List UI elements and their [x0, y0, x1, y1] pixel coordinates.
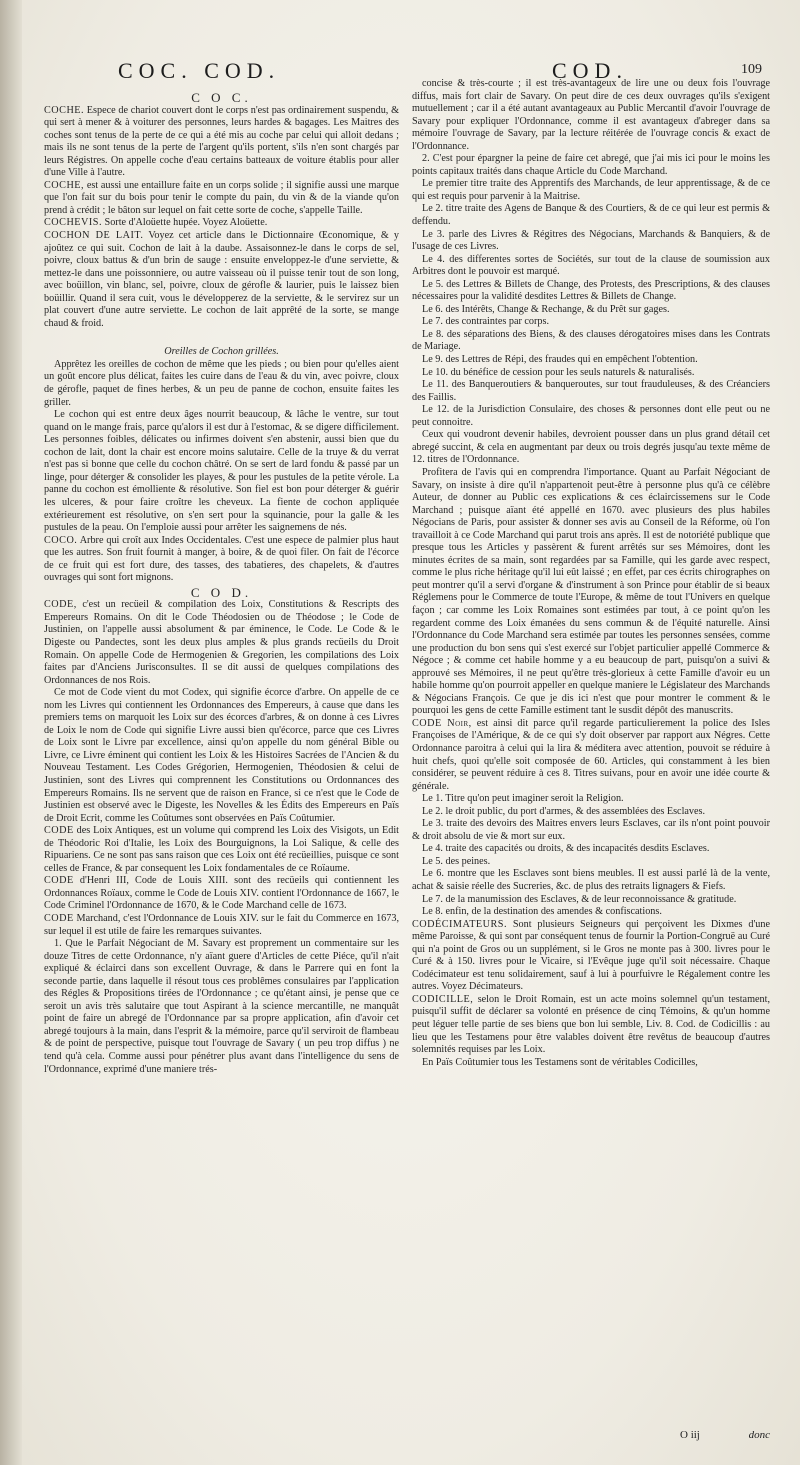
- binding-gutter: [0, 0, 22, 1465]
- paragraph-titre-1: Le premier titre traite des Apprentifs des Marchands, de leur apprentissage, & de ce qui est requis pour parvenir à la Maitrise.: [412, 178, 770, 202]
- entry-code-loix-antiques: CODE des Loix Antiques, est un volume qui comprend les Loix des Visigots, un Edit de Théodoric Roi d'Italie, les Loix des Bourguignons, la Loi Salique, & celle des Ripuariens. Ce ne sont pas sans raison que ces Loix ont été recüeillies, puisque ce sont celles de France, & par consequent les Loix fondamentales de ce Roïaume.: [44, 825, 399, 874]
- paragraph-2: 2. C'est pour épargner la peine de faire cet abregé, que j'ai mis ici pour le moins les points capitaux traités dans chaque Article du Code Marchand.: [412, 153, 770, 177]
- entry-cochevis: COCHEVIS. Sorte d'Aloüette hupée. Voyez Aloüette.: [44, 217, 268, 229]
- right-column: [412, 78, 770, 1069]
- paragraph-codex: Ce mot de Code vient du mot Codex, qui signifie écorce d'arbre. On appelle de ce nom les Livres qui contiennent les Ordonnances des Empereurs, à cause que dans les premiers tems on marquoit les Loix sur des écorces d'arbres, & on donne à ces Livres de Loix le nom de Code qui signifie Livre aussi bien qu'écorce, parce que ces Livres de Loix sont le Livre par excellence, ainsi qu'on appelle du nom général Bible ou Livre, ce Livre éminent qui contient les Loix & les Histoires Sacrées de l'Ancien & du Nouveau Testament. Les Codes Grégorien, Hermogenien, Théodosien & celui de Justinien, sont des Livres qui comprennent les Constitutions ou Ordonnances des Empereurs Romains. Ils ne servent que de raison en France, si ce n'est que le Code de Justinien est observé avec le Digeste, les Novelles & les Édits des Empereurs en Païs de Droit Ecrit, comme les Coûtumes sont observées en Païs Coûtumier.: [44, 687, 399, 824]
- section-heading-coc: C O C.: [191, 90, 252, 105]
- paragraph-pais-coutumier: En Païs Coûtumier tous les Testamens sont de véritables Codicilles,: [422, 1056, 698, 1068]
- paragraph-profitera: Profitera de l'avis qui en comprendra l'importance. Quant au Parfait Négociant de Savary, on insiste à dire qu'il n'appartenoit peut-être à personne plus qu'à ce célèbre Auteur, de donner au Public ces explications & ces éclaircissemens sur le Code Marchand ; puisque aïant été appellé en 1670. avec plusieurs des plus habiles Négocians de Paris, pour assister & donner ses avis au Conseil de la Réforme, où l'on travailloit à ce Code Marchand qui parut trois ans après. Il est de notoriété publique que presque tous les Articles y passèrent & furent arrêtés sur ses Mémoires, dont les minutes écrites de sa main, sont regardées par sa Famille, qui les garde avec respect, comme le plus riche héritage qu'il lui eût laissé ; en effet, par ces écrits chirographes on peut montrer qu'il a servi d'organe & d'instrument à son Prince pour établir de si beaux Réglemens pour le Commerce de toute l'Europe, & même de tout l'Univers en quelque façon ; car comme les Loix Romaines sont estimées par tout, à ce point qu'on les regardent comme des Loix émanées du sens commun & de l'équité naturelle. Ainsi l'Ordonnance du Code Marchand sera estimée par toutes les personnes sensées, comme une production du bon sens qui s'est exercé sur l'objet particulier appellé Commerce & Négoce ; & comme cet habile homme y a eu beaucoup de part, puisqu'on a suivi & approuvé ses Mémoires, il ne peut qu'être très-glorieux à cette Famille d'avoir eu un habile homme qu'on pourroit appeller en quelque maniere le Législateur des Marchands & Négocians François. Ce que je dis ici n'est que pour montrer le comment & le pourquoi les gens de cette Famille estiment tant le susdit dépôt des manuscrits.: [412, 466, 770, 717]
- code-noir-title-4: Le 4. traite des capacités ou droits, & des incapacités desdits Esclaves.: [422, 843, 710, 855]
- entry-codecimateurs: CODÉCIMATEURS. Sont plusieurs Seigneurs qui perçoivent les Dixmes d'une même Paroisse, & qui sont par conséquent tenus de fournir la Portion-Congruë au Curé qui n'a point de Gros ou un supplément, si le Gros ne monte pas à 300. livres pour le Curé & à 150. livres pour le Vicaire, si l'Evêque juge qu'il soit nécessaire. Chaque Codécimateur est tenu solidairement, sauf à lui à pourfuivre le Régalement contre les autres. Voyez Décimateurs.: [412, 918, 770, 993]
- paragraph-titre-11: Le 11. des Banqueroutiers & banqueroutes, sur tout frauduleuses, & des Créanciers des Faillis.: [412, 379, 770, 403]
- catchword: donc: [748, 1429, 770, 1441]
- subheading-oreilles: Oreilles de Cochon grillées.: [164, 346, 279, 358]
- paragraph-savary: 1. Que le Parfait Négociant de M. Savary est proprement un commentaire sur les douze Titres de cette Ordonnance, n'y aïant guere d'Articles de cette Piéce, qu'il n'ait expliqué & éclairci dans son excellent Ouvrage, & dans le Parrere qui en font la seconde partie, dans laquelle il résout tous ces problêmes consulaires par l'application des Régles & Propositions tirées de l'Ordonnance ; ce qu'étant ainsi, je pense que ce seroit un avis très salutaire que tout Aspirant à la science mercantille, ne manquât point de faire un abregé de l'Ordonnance par sa propre application, afin d'avoir cet abregé toujours à la main, dans l'esprit & la mémoire, parce qu'il serviroit de flambeau & de point de perspective, puisque tout l'ouvrage de Savary ( un peu trop diffus ) ne tend qu'à cela. Comme aussi pour pénétrer plus avant dans l'intelligence du sens de l'Ordonnance, exprimé d'une maniere trés-: [44, 938, 399, 1075]
- paragraph-titre-9: Le 9. des Lettres de Répi, des fraudes qui en empêchent l'obtention.: [422, 354, 698, 366]
- paragraph-habiles: Ceux qui voudront devenir habiles, devroient pousser dans un plus grand détail cet abregé succint, & cela en augmentant par deux ou trois degrés jusqu'au texte même de 12. titres de l'Ordonnance.: [412, 429, 770, 466]
- paragraph-concise: concise & très-courte ; il est très-avantageux de lire une ou deux fois l'ouvrage diffus, mais fort clair de Savary. On peut dire de ces deux ouvrages qu'ils s'exigent mutuellement ; car il a été autant avantageaux au Public Mercantil d'avoir l'ouvrage de Savary pour expliquer l'Ordonnance, comme il est avantageux d'abreger dans sa mémoire l'ouvrage de Savary, par la lecture réitérée de l'ouvrage concis & exact de l'Ordonnance.: [412, 78, 770, 152]
- entry-code-noir: CODE Noir, est ainsi dit parce qu'il regarde particulierement la police des Isles Françoises de l'Amérique, & de ce qui s'y doit observer par rapport aux Négres. Cette Ordonnance paroitra à celui qui la lira & méditera avec attention, pouvoit se réduire à huit chefs, quoi qu'elle soit composée de 60. Articles, qui constamment à les bien considérer, se peuvent réduire à ces 8. Titres suivans, pour en avoir une idée courte & générale.: [412, 717, 770, 792]
- page-number: 109: [741, 62, 762, 77]
- code-noir-title-5: Le 5. des peines.: [422, 855, 491, 867]
- paragraph-titre-4: Le 4. des differentes sortes de Sociétés, sur tout de la clause de soumission aux Arbitres dont le pouvoir est marqué.: [412, 253, 770, 278]
- entry-coco: COCO. Arbre qui croît aux Indes Occidentales. C'est une espece de palmier plus haut que les autres. Son fruit fournit à manger, à boire, & de quoi filer. On fait de l'écorce de ce fruit qui est fort dure, des tasses, des tabatieres, des chapelets, & d'autres ouvrages qui sont fort mignons.: [44, 534, 399, 584]
- code-noir-title-7: Le 7. de la manumission des Esclaves, & de leur reconnoissance & gratitude.: [422, 893, 737, 905]
- paragraph-titre-10: Le 10. du bénéfice de cession pour les seuls naturels & naturalisés.: [422, 366, 695, 378]
- paragraph-titre-5: Le 5. des Lettres & Billets de Change, des Protests, des Prescriptions, & des clauses nécessaires pour la validité desdites Lettres & Billets de Change.: [412, 278, 770, 303]
- paragraph-cochon: Le cochon qui est entre deux âges nourrit beaucoup, & lâche le ventre, sur tout quand on le mange frais, parce qu'alors il est dur à l'estomac, & se digere difficilement. Les personnes foibles, délicates ou infirmes doivent s'en abstenir, aussi bien que du cochon de lait, dont la chair est encore moins salutaire. Celle de la truye & du verrat n'est pas si bonne que celle du cochon châtré. On se sert de lard fondu & passé par un linge, pour déterger & consolider les playes, & pour les pustules de la petite vérole. La panne du cochon est émolliente & résolutive. Son fiel est bon pour déterger & guérir les ulceres, & pour faire croître les cheveux. La fiente de cochon appliquée extérieurement est résolutive, on s'en sert pour la squinancie, pour la galle & les pustules de la peau. On l'emploie aussi pour arrêter les saignemens de nés.: [44, 409, 399, 534]
- entry-coche: COCHE. Espece de chariot couvert dont le corps n'est pas ordinairement suspendu, & qui sert à mener & à voiturer des personnes, leurs hardes & bagages. Les Maitres des coches sont tenus de la perte de ce qui a été mis au coche par celui qui alloit dedans ; mais ils ne sont tenus de la perte de l'argent qu'ils portent, s'ils n'en sont chargés par leurs Régistres. On appelle coche d'eau certains batteaux de voiture établis pour aller d'une Ville à l'autre.: [44, 104, 399, 179]
- section-heading-cod: C O D.: [190, 584, 253, 600]
- code-noir-title-1: Le 1. Titre qu'on peut imaginer seroit la Religion.: [422, 793, 624, 805]
- entry-cochon-de-lait: COCHON DE LAIT. Voyez cet article dans le Dictionnaire Œconomique, & y ajoûtez ce qui suit. Cochon de lait à la daube. Assaisonnez-le dans le corps de sel, poivre, cloux battus & d'un brin de sauge : ensuite enveloppez-le d'une serviette, & mettez-le dans une poissonniere, ou autre vaisseau où il puisse tenir tout de son long, avec boüillon, vin blanc, sel, poivre, cloux de gérofle & laurier, puis le laissez bien boüillir. Quand il sera cuit, vous le développerez de la serviette, & le servirez sur un plat couvert d'une autre serviette. Le cochon de lait apprêté de la sorte, se mange chaud & froid.: [44, 230, 399, 329]
- entry-code: CODE, c'est un recüeil & compilation des Loix, Constitutions & Rescripts des Empereurs Romains. On dit le Code Théodosien ou de Théodose ; le Code de Justinien, on l'appelle aussi absolument & par éminence, le Code. Le Code & le Digeste ou Pandectes, sont les deux plus amples & plus grands recüeils du Droit Romain. On appelle Code de Hermogenien & Gregorien, les compilations des Loix faites par d'Anciens Jurisconsultes. Il se dit aussi de quelques compilations des Ordonnances de nos Rois.: [44, 599, 399, 686]
- code-noir-title-2: Le 2. le droit public, du port d'armes, & des assemblées des Esclaves.: [422, 805, 706, 817]
- entry-code-marchand: CODE Marchand, c'est l'Ordonnance de Louis XIV. sur le fait du Commerce en 1673, sur lequel il est utile de faire les remarques suivantes.: [44, 913, 399, 937]
- running-head-left: COC. COD.: [118, 58, 281, 83]
- paragraph-titre-3: Le 3. parle des Livres & Régitres des Négocians, Marchands & Banquiers, & de l'usage de ces Livres.: [412, 228, 770, 253]
- code-noir-title-6: Le 6. montre que les Esclaves sont biens meubles. Il est aussi parlé là de la vente, achat & saisie réelle des Sucreries, &c. de plus des retraits lignagers & Fiefs.: [412, 868, 770, 892]
- entry-coche-2: COCHE, est aussi une entaillure faite en un corps solide ; il signifie aussi une marque que l'on fait sur du bois pour tenir le compte du pain, du vin & de la viande qu'on prend à crédit ; le bâton sur lequel on fait cette sorte de coche, s'appelle Taille.: [44, 179, 399, 216]
- entry-codicille: CODICILLE, selon le Droit Romain, est un acte moins solemnel qu'un testament, puisqu'il suffit de déclarer sa volonté en présence de cinq Témoins, & qu'un homme peut léguer telle partie de ses biens que bon lui semble, Liv. 8. Cod. de Codicillis : au lieu que les Testamens pour être valables doivent être revêtus de beaucoup d'autres solemnités requises par les Loix.: [412, 993, 770, 1056]
- signature-mark: O iij: [680, 1429, 700, 1441]
- entry-code-henri: CODE d'Henri III, Code de Louis XIII. sont des recüeils qui contiennent les Ordonnances Roïaux, comme le Code de Louis XIV. contient l'Ordonnance de 1667, le Code Criminel l'Ordonnance de 1670, & le Code Marchand celle de 1673.: [44, 875, 399, 912]
- paragraph-oreilles: Apprêtez les oreilles de cochon de même que les pieds ; ou bien pour qu'elles aient un goût encore plus délicat, faites les cuire dans de l'eau & du vin, avec poivre, cloux de gérofle, paquet de fines herbes, & un peu de panne de cochon, ensuite faites les griller.: [44, 358, 399, 408]
- paragraph-titre-6: Le 6. des Intérêts, Change & Rechange, & du Prêt sur gages.: [422, 303, 670, 315]
- code-noir-title-8: Le 8. enfin, de la destination des amendes & confiscations.: [422, 906, 662, 918]
- paragraph-titre-2: Le 2. titre traite des Agens de Banque & des Courtiers, & de ce qui leur est permis & deffendu.: [412, 203, 770, 228]
- page-footer: [412, 1429, 770, 1443]
- paragraph-titre-8: Le 8. des séparations des Biens, & des clauses dérogatoires mises dans les Contrats de Mariage.: [412, 328, 770, 353]
- paragraph-titre-7: Le 7. des contraintes par corps.: [422, 316, 550, 328]
- code-noir-title-3: Le 3. traite des devoirs des Maitres envers leurs Esclaves, car ils n'ont point pouvoir & droit absolu de vie & mort sur eux.: [412, 818, 770, 842]
- left-column: [44, 90, 399, 1076]
- running-head-right: COD.: [552, 58, 628, 83]
- paragraph-titre-12: Le 12. de la Jurisdiction Consulaire, des choses & personnes dont elle peut ou ne peut connoitre.: [412, 404, 770, 428]
